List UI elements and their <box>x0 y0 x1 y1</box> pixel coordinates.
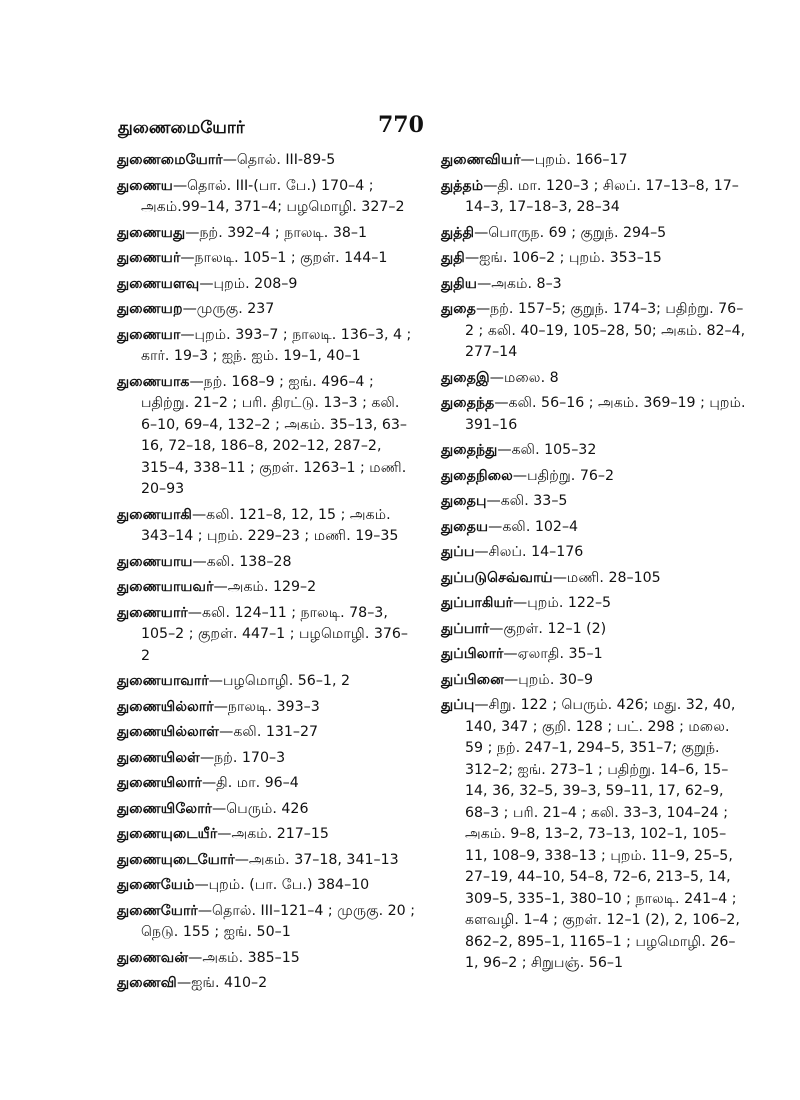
entry-references: —கலி. 105–32 <box>497 442 597 458</box>
page-number: 770 <box>378 112 424 138</box>
index-entry <box>117 223 417 245</box>
entry-references: —ஏலாதி. 35–1 <box>503 646 603 662</box>
entry-headword: துப்படுசெவ்வாய் <box>441 569 553 586</box>
entry-references: —தொல். III-89-5 <box>222 152 336 168</box>
entry-headword: துணைவியர் <box>441 152 521 168</box>
entry-headword: துணையுடையோர் <box>117 851 235 868</box>
entry-references: —பழமொழி. 56–1, 2 <box>208 673 351 689</box>
entry-references: —தி. மா. 120–3 ; சிலப். 17–13–8, 17–14–3, 17–18–3, 28–34 <box>465 177 739 215</box>
entry-references: —புறம். 208–9 <box>199 275 298 292</box>
entry-headword: துணையர் <box>117 250 181 266</box>
index-entry <box>441 670 746 692</box>
index-entry <box>117 274 417 296</box>
entry-headword: துணையாவார் <box>117 673 209 689</box>
entry-headword: துணையற <box>117 301 183 317</box>
entry-references: —சிலப். 14–176 <box>474 544 584 560</box>
entry-references: —குறள். 12–1 (2) <box>489 620 607 637</box>
entry-headword: துப்பாகியர் <box>441 595 514 611</box>
entry-references: —கலி. 56–16 ; அகம். 369–19 ; புறம். 391–16 <box>465 395 746 433</box>
entry-headword: துணையாக <box>117 373 190 390</box>
entry-headword: துதைய <box>441 518 489 535</box>
entry-references: —நற். 168–9 ; ஐங். 496–4 ; பதிற்று. 21–2 ; பரி. திரட்டு. 13–3 ; கலி. 6–10, 69–4, 132–2 ; அகம். 35–13, 63–16, 72–18, 186–8, 202–12, 287–2, 315–4, 338–11 ; குறள். 1263–1 ; மணி. 20–93 <box>141 373 408 497</box>
entry-references: —நற். 392–4 ; நாலடி. 38–1 <box>185 224 367 241</box>
index-entry <box>441 176 746 219</box>
index-entry <box>117 671 417 693</box>
index-entry <box>117 850 417 872</box>
entry-references: —புறம். 166–17 <box>520 152 628 168</box>
entry-references: —அகம். 129–2 <box>213 579 317 595</box>
index-entry <box>441 150 746 172</box>
entry-headword: துதைந்த <box>441 395 495 411</box>
entry-headword: துதைந்து <box>441 442 498 458</box>
entry-headword: துப்பார் <box>441 620 490 637</box>
index-entry <box>117 973 417 995</box>
entry-references: —கலி. 138–28 <box>192 553 292 570</box>
index-entry <box>117 748 417 770</box>
entry-headword: துப்பு <box>441 697 475 713</box>
index-entry <box>117 325 417 368</box>
entry-references: —ஐங். 410–2 <box>176 975 268 991</box>
index-entry <box>117 875 417 897</box>
entry-references: —தொல். III-(பா. பே.) 170–4 ; அகம்.99–14, 371–4; பழமொழி. 327–2 <box>141 177 405 215</box>
entry-references: —ஐங். 106–2 ; புறம். 353–15 <box>464 250 662 266</box>
index-entry <box>441 440 746 462</box>
index-entry <box>441 619 746 641</box>
index-entry <box>441 695 746 975</box>
entry-references: —புறம். 122–5 <box>513 595 612 611</box>
entry-references: —அகம். 385–15 <box>188 949 300 966</box>
entry-references: —நாலடி. 393–3 <box>213 698 320 715</box>
entry-headword: துதைநிலை <box>441 467 513 484</box>
entry-references: —கலி. 102–4 <box>488 518 579 535</box>
entry-headword: துணையா <box>117 326 181 343</box>
entry-references: —மணி. 28–105 <box>552 569 661 586</box>
index-entry <box>117 505 417 548</box>
index-entry <box>117 176 417 219</box>
entry-headword: துப்பிலார் <box>441 646 504 662</box>
entry-headword: துணையிலோர் <box>117 800 213 817</box>
entry-headword: துணையது <box>117 224 186 241</box>
entry-headword: துணையில்லாள் <box>117 724 220 740</box>
entry-references: —புறம். 393–7 ; நாலடி. 136–3, 4 ; கார். 19–3 ; ஐந். ஐம். 19–1, 40–1 <box>141 326 412 364</box>
running-head: துணைமையோர் <box>118 118 245 138</box>
index-entry <box>117 722 417 744</box>
entry-headword: துணையாய <box>117 553 193 570</box>
entry-references: —அகம். 37–18, 341–13 <box>234 851 399 868</box>
entry-references: —அகம். 217–15 <box>217 826 329 842</box>
entry-headword: துப்பினை <box>441 671 504 688</box>
index-entry <box>441 466 746 488</box>
entry-references: —புறம். 30–9 <box>504 671 594 688</box>
entry-headword: துத்தம் <box>441 177 484 194</box>
index-entry <box>441 517 746 539</box>
entry-references: —அகம். 8–3 <box>477 275 562 292</box>
index-entry <box>117 773 417 795</box>
entry-headword: துணையில்லார் <box>117 698 214 715</box>
entry-references: —பெரும். 426 <box>212 800 309 817</box>
index-entry <box>441 299 746 364</box>
index-entry <box>441 223 746 245</box>
entry-references: —மலை. 8 <box>489 369 559 386</box>
entry-headword: துதைஇ <box>441 369 490 386</box>
entry-references: —முருகு. 237 <box>182 301 275 317</box>
index-entry <box>441 368 746 390</box>
index-entry <box>117 824 417 846</box>
entry-headword: துணையாகி <box>117 506 192 523</box>
index-entry <box>117 901 417 944</box>
entry-headword: துணையிலார் <box>117 775 202 791</box>
entry-headword: துணைவி <box>117 975 177 991</box>
index-entry <box>117 299 417 321</box>
entry-references: —பொருந. 69 ; குறுந். 294–5 <box>474 224 667 241</box>
entry-references: —சிறு. 122 ; பெரும். 426; மது. 32, 40, 140, 347 ; குறி. 128 ; பட். 298 ; மலை. 59 ; நற். 247–1, 294–5, 351–7; குறுந். 312–2; ஐங். 273–1 ; பதிற்று. 14–6, 15–14, 36, 32–5, 39–3, 59–11, 17, 62–9, 68–3 ; பரி. 21–4 ; கலி. 33–3, 104–24 ; அகம். 9–8, 13–2, 73–13, 102–1, 105–11, 108–9, 338–13 ; புறம். 11–9, 25–5, 27–19, 44–10, 54–8, 72–6, 213–5, 14, 309–5, 335–1, 380–10 ; நாலடி. 241–4 ; களவழி. 1–4 ; குறள். 12–1 (2), 2, 106–2, 862–2, 895–1, 1165–1 ; பழமொழி. 26–1, 96–2 ; சிறுபஞ். 56–1 <box>465 697 740 971</box>
entry-references: —புறம். (பா. பே.) 384–10 <box>194 877 370 893</box>
entry-references: —பதிற்று. 76–2 <box>512 467 615 484</box>
entry-headword: துதை <box>441 301 476 317</box>
index-entry <box>117 552 417 574</box>
entry-headword: துணையார் <box>117 604 188 621</box>
entry-headword: துத்தி <box>441 224 475 241</box>
index-entry <box>441 393 746 436</box>
entry-references: —கலி. 124–11 ; நாலடி. 78–3, 105–2 ; குறள். 447–1 ; பழமொழி. 376–2 <box>141 604 409 664</box>
entry-headword: துணையாயவர் <box>117 579 214 595</box>
index-entry <box>117 948 417 970</box>
index-entry <box>117 799 417 821</box>
entry-headword: துணைமையோர் <box>117 152 223 168</box>
index-entry <box>117 603 417 668</box>
entry-headword: துதி <box>441 250 465 266</box>
index-entry <box>441 568 746 590</box>
index-entry <box>441 593 746 615</box>
index-entry <box>441 248 746 270</box>
index-entry <box>441 542 746 564</box>
entry-headword: துணையுடையீர் <box>117 826 218 842</box>
entry-headword: துதைபு <box>441 493 487 509</box>
entry-headword: துணைய <box>117 177 173 194</box>
entry-headword: துணையளவு <box>117 275 200 292</box>
entry-references: —கலி. 33–5 <box>486 493 568 509</box>
page-header <box>0 112 800 142</box>
left-column <box>117 150 417 999</box>
entry-headword: துதிய <box>441 275 478 292</box>
entry-headword: துணையிலள் <box>117 749 200 766</box>
entry-headword: துணையோர் <box>117 902 198 919</box>
index-entry <box>117 248 417 270</box>
entry-references: —நாலடி. 105–1 ; குறள். 144–1 <box>180 250 388 266</box>
entry-references: —கலி. 131–27 <box>219 724 319 740</box>
entry-references: —தி. மா. 96–4 <box>201 775 299 791</box>
entry-references: —நற். 157–5; குறுந். 174–3; பதிற்று. 76–2 ; கலி. 40–19, 105–28, 50; அகம். 82–4, 277–14 <box>465 301 746 360</box>
index-entry <box>117 372 417 501</box>
entry-references: —கலி. 121–8, 12, 15 ; அகம். 343–14 ; புறம். 229–23 ; மணி. 19–35 <box>141 506 399 544</box>
entry-headword: துணைவன் <box>117 949 189 966</box>
index-entry <box>117 150 417 172</box>
entry-references: —தொல். III–121–4 ; முருகு. 20 ; நெடு. 155 ; ஐங். 50–1 <box>141 902 415 940</box>
index-entry <box>117 577 417 599</box>
entry-references: —நற். 170–3 <box>199 749 286 766</box>
index-entry <box>117 697 417 719</box>
index-entry <box>441 274 746 296</box>
right-column <box>441 150 746 979</box>
index-entry <box>441 644 746 666</box>
entry-headword: துணையேம் <box>117 877 195 893</box>
index-entry <box>441 491 746 513</box>
entry-headword: துப்ப <box>441 544 475 560</box>
